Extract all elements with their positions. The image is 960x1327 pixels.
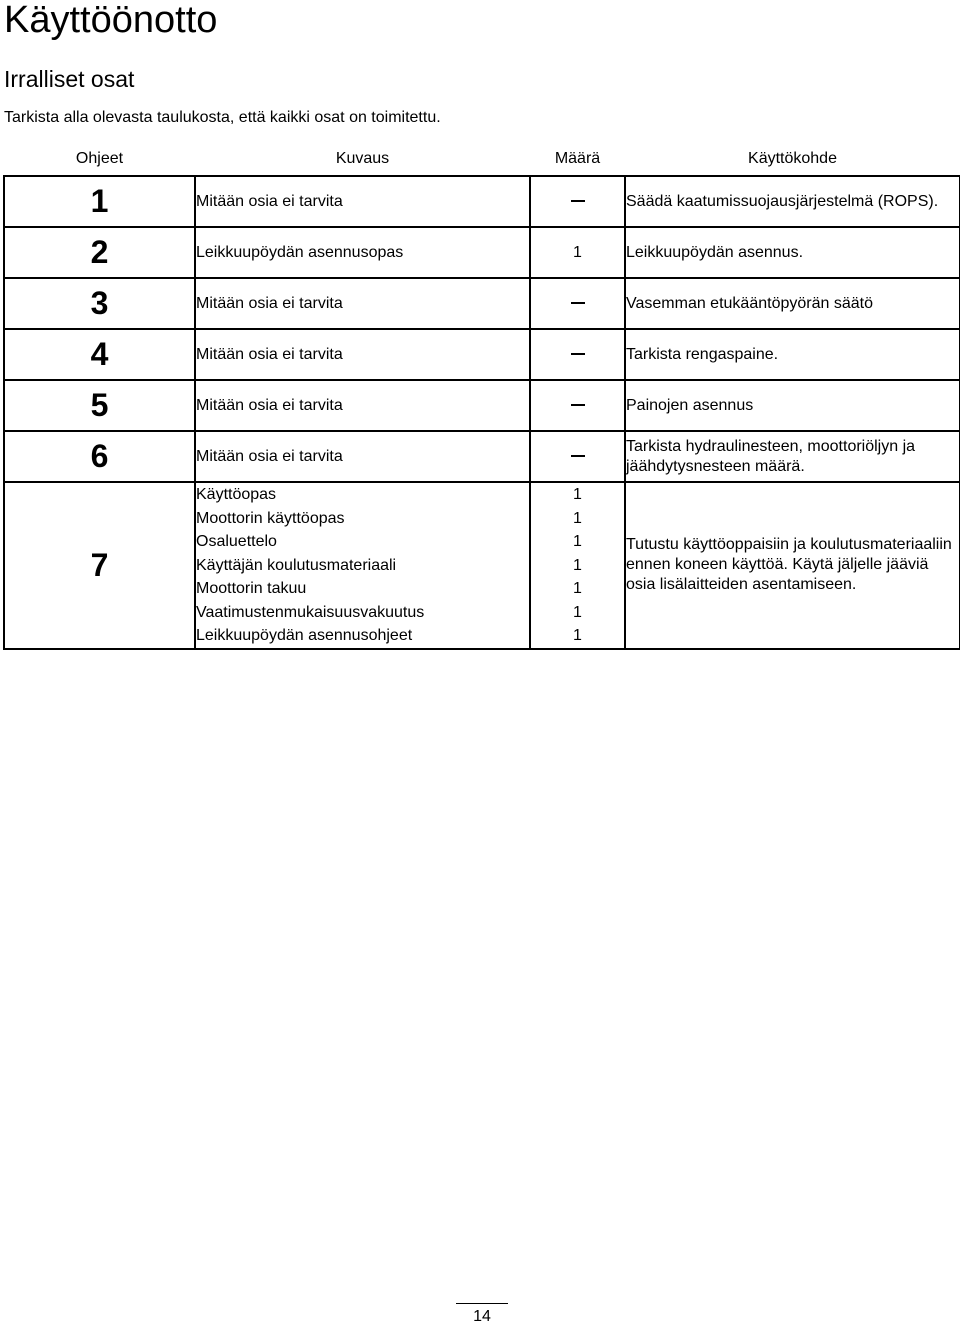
dash-mark [571,404,585,406]
row-use: Tarkista hydraulinesteen, moottoriöljyn ja jäähdytysnesteen määrä. [625,431,960,482]
table-row [4,176,960,227]
table-header-row [4,143,960,176]
parts-table [3,143,960,650]
footer-divider [456,1303,508,1304]
step-number: 2 [4,227,195,278]
step-number: 5 [4,380,195,431]
list-item-quantity: 1 [573,533,582,550]
page-title: Käyttöönotto [4,0,218,41]
dash-mark [571,200,585,202]
step-number: 3 [4,278,195,329]
table-row [4,329,960,380]
table-row [4,227,960,278]
row-quantity [530,329,625,380]
row-description: Mitään osia ei tarvita [195,431,530,482]
row-quantity-list [530,482,625,649]
row-description-list [195,482,530,649]
row-description: Leikkuupöydän asennusopas [195,227,530,278]
row-quantity [530,380,625,431]
intro-text: Tarkista alla olevasta taulukosta, että kaikki osat on toimitettu. [4,109,441,126]
header-kuvaus: Kuvaus [195,143,530,176]
list-item: Moottorin käyttöopas [196,509,345,527]
step-number: 6 [4,431,195,482]
table-row [4,380,960,431]
row-quantity: 1 [530,227,625,278]
row-use: Tutustu käyttöoppaisiin ja koulutusmateriaaliin ennen koneen käyttöä. Käytä jäljelle jääviä osia lisälaitteiden asentamiseen. [625,482,960,649]
row-use: Leikkuupöydän asennus. [625,227,960,278]
row-description: Mitään osia ei tarvita [195,329,530,380]
list-item-quantity: 1 [573,627,582,644]
row-use: Säädä kaatumissuojausjärjestelmä (ROPS). [625,176,960,227]
row-quantity [530,176,625,227]
list-item: Käyttöopas [196,486,277,503]
list-item: Käyttäjän koulutusmateriaali [196,556,397,574]
row-description: Mitään osia ei tarvita [195,380,530,431]
row-quantity [530,278,625,329]
header-kayttokohde: Käyttökohde [625,143,960,176]
list-item-quantity: 1 [573,509,582,527]
header-ohjeet: Ohjeet [4,143,195,176]
step-number: 7 [4,482,195,649]
page-number: 14 [473,1308,491,1325]
step-number: 1 [4,176,195,227]
row-description: Mitään osia ei tarvita [195,278,530,329]
list-item: Osaluettelo [196,533,277,550]
table-row [4,482,960,649]
list-item-quantity: 1 [573,603,582,621]
dash-mark [571,302,585,304]
table-row [4,278,960,329]
row-use: Vasemman etukääntöpyörän säätö [625,278,960,329]
list-item-quantity: 1 [573,556,582,574]
row-quantity [530,431,625,482]
dash-mark [571,455,585,457]
row-use: Tarkista rengaspaine. [625,329,960,380]
list-item-quantity: 1 [573,580,582,597]
list-item: Vaatimustenmukaisuusvakuutus [196,603,425,621]
table-row [4,431,960,482]
list-item: Leikkuupöydän asennusohjeet [196,627,413,644]
section-title: Irralliset osat [4,66,135,92]
header-maara: Määrä [530,143,625,176]
list-item-quantity: 1 [573,486,582,503]
dash-mark [571,353,585,355]
list-item: Moottorin takuu [196,580,307,597]
row-description: Mitään osia ei tarvita [195,176,530,227]
step-number: 4 [4,329,195,380]
row-use: Painojen asennus [625,380,960,431]
